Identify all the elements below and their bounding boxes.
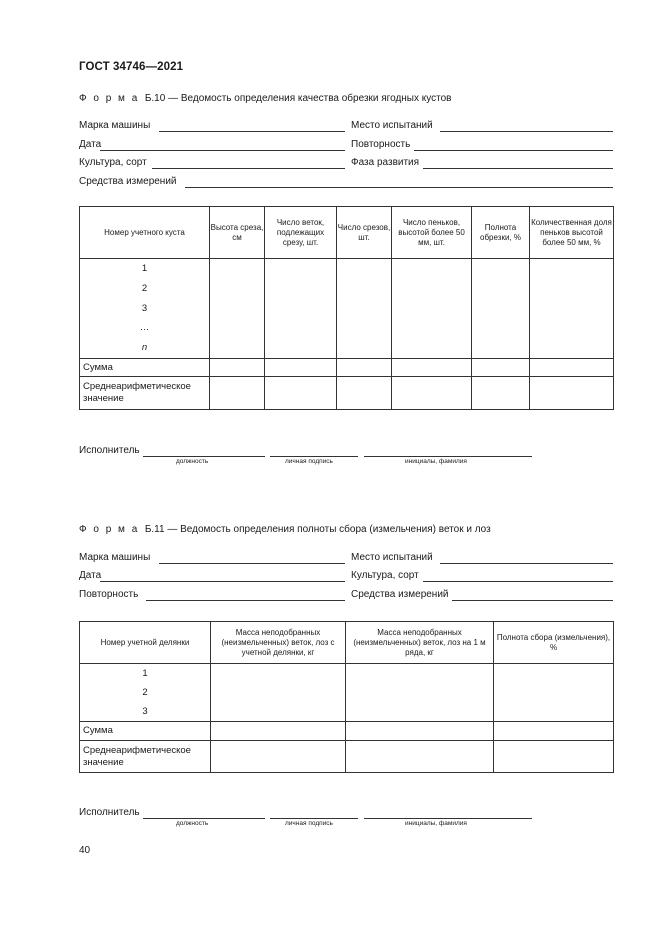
table-row-average [80, 377, 614, 410]
table-cell[interactable] [530, 359, 614, 377]
field-label-test-place: Место испытаний [351, 552, 433, 563]
col-header-cuts: Число срезов, шт. [337, 207, 392, 259]
executor-label: Исполнитель [79, 445, 140, 456]
page-number: 40 [79, 845, 91, 856]
col-header-pruning-completeness: Полнота обрезки, % [472, 207, 530, 259]
form-b10-prefix: Ф о р м а [79, 93, 140, 104]
table-cell[interactable] [494, 741, 614, 773]
table-header-row [80, 622, 614, 664]
table-cell[interactable] [337, 259, 392, 359]
field-line-date[interactable] [100, 150, 345, 151]
form-b11-text: Б.11 — Ведомость определения полноты сбора (измельчения) веток и лоз [144, 524, 491, 535]
field-label-culture: Культура, сорт [79, 157, 147, 168]
caption-name: инициалы, фамилия [405, 820, 467, 827]
field-label-phase: Фаза развития [351, 157, 420, 168]
row-number: 2 [142, 686, 148, 698]
field-line-instruments[interactable] [185, 187, 613, 188]
table-cell[interactable] [210, 359, 265, 377]
executor-label: Исполнитель [79, 807, 140, 818]
table-row-data [80, 259, 614, 359]
field-label-machine: Марка машины [79, 552, 151, 563]
table-cell[interactable] [530, 259, 614, 359]
table-cell[interactable] [346, 664, 494, 722]
field-line-machine[interactable] [159, 563, 345, 564]
table-cell[interactable] [494, 722, 614, 741]
table-cell[interactable] [530, 377, 614, 410]
col-header-cut-height: Высота среза, см [210, 207, 265, 259]
table-row-sum [80, 722, 614, 741]
form-b10-title [79, 93, 452, 104]
table-cell[interactable] [265, 359, 337, 377]
average-label: Среднеарифметическое значение [80, 741, 211, 773]
field-line-instruments[interactable] [452, 600, 613, 601]
field-label-instruments: Средства измерений [79, 176, 177, 187]
caption-position: должность [176, 820, 209, 827]
executor-name-line[interactable] [364, 818, 532, 819]
table-cell[interactable] [392, 359, 472, 377]
average-label: Среднеарифметическое значение [80, 377, 210, 410]
col-header-mass-per-plot: Масса неподобранных (неизмельченных) веток, лоз с учетной делянки, кг [211, 622, 346, 664]
executor-signature-line[interactable] [270, 456, 358, 457]
field-label-date: Дата [79, 570, 102, 581]
table-cell[interactable] [494, 664, 614, 722]
row-number: 1 [141, 262, 148, 274]
table-cell[interactable] [337, 377, 392, 410]
caption-signature: личная подпись [285, 458, 333, 465]
document-id: ГОСТ 34746—2021 [79, 61, 184, 73]
col-header-stumps: Число пеньков, высотой более 50 мм, шт. [392, 207, 472, 259]
field-line-culture[interactable] [152, 168, 345, 169]
sum-label: Сумма [80, 722, 211, 741]
field-label-instruments: Средства измерений [351, 589, 449, 600]
col-header-mass-per-meter: Масса неподобранных (неизмельченных) веток, лоз на 1 м ряда, кг [346, 622, 494, 664]
row-number: n [141, 342, 148, 354]
table-row-data [80, 664, 614, 722]
table-cell[interactable] [346, 741, 494, 773]
field-line-repeat[interactable] [414, 150, 613, 151]
field-label-date: Дата [79, 139, 102, 150]
form-b10-text: Б.10 — Ведомость определения качества обрезки ягодных кустов [144, 93, 452, 104]
table-cell[interactable] [211, 722, 346, 741]
field-label-test-place: Место испытаний [351, 120, 433, 131]
field-label-culture: Культура, сорт [351, 570, 419, 581]
sum-label: Сумма [80, 359, 210, 377]
field-label-repeat: Повторность [351, 139, 411, 150]
table-cell[interactable] [337, 359, 392, 377]
field-line-phase[interactable] [423, 168, 613, 169]
field-line-repeat[interactable] [146, 600, 345, 601]
executor-position-line[interactable] [143, 818, 265, 819]
col-header-plot-number: Номер учетной делянки [80, 622, 211, 664]
form-b11-table [79, 621, 614, 773]
field-line-culture[interactable] [423, 581, 613, 582]
field-line-test-place[interactable] [440, 563, 613, 564]
table-cell[interactable] [392, 259, 472, 359]
row-number: … [139, 322, 150, 334]
col-header-branches-to-cut: Число веток, подлежащих срезу, шт. [265, 207, 337, 259]
row-numbers-cell [80, 664, 211, 722]
table-cell[interactable] [346, 722, 494, 741]
table-cell[interactable] [265, 259, 337, 359]
row-number: 3 [141, 302, 148, 314]
table-cell[interactable] [210, 377, 265, 410]
executor-signature-line[interactable] [270, 818, 358, 819]
caption-position: должность [176, 458, 209, 465]
table-cell[interactable] [472, 377, 530, 410]
field-line-date[interactable] [100, 581, 345, 582]
form-b11-prefix: Ф о р м а [79, 524, 140, 535]
table-cell[interactable] [211, 664, 346, 722]
field-line-machine[interactable] [159, 131, 345, 132]
field-label-repeat: Повторность [79, 589, 139, 600]
table-cell[interactable] [210, 259, 265, 359]
col-header-collection-completeness: Полнота сбора (измельчения), % [494, 622, 614, 664]
row-number: 1 [142, 667, 148, 679]
table-cell[interactable] [472, 259, 530, 359]
executor-position-line[interactable] [143, 456, 265, 457]
table-row-average [80, 741, 614, 773]
caption-name: инициалы, фамилия [405, 458, 467, 465]
field-label-machine: Марка машины [79, 120, 151, 131]
form-b10-table [79, 206, 614, 410]
row-number: 3 [142, 705, 148, 717]
table-cell[interactable] [265, 377, 337, 410]
col-header-stump-share: Количественная доля пеньков высотой более 50 мм, % [530, 207, 614, 259]
caption-signature: личная подпись [285, 820, 333, 827]
row-number: 2 [141, 282, 148, 294]
table-cell[interactable] [392, 377, 472, 410]
table-row-sum [80, 359, 614, 377]
row-numbers-cell [80, 259, 210, 359]
executor-name-line[interactable] [364, 456, 532, 457]
table-header-row [80, 207, 614, 259]
table-cell[interactable] [211, 741, 346, 773]
form-b11-title [79, 524, 491, 535]
field-line-test-place[interactable] [440, 131, 613, 132]
col-header-bush-number: Номер учетного куста [80, 207, 210, 259]
table-cell[interactable] [472, 359, 530, 377]
